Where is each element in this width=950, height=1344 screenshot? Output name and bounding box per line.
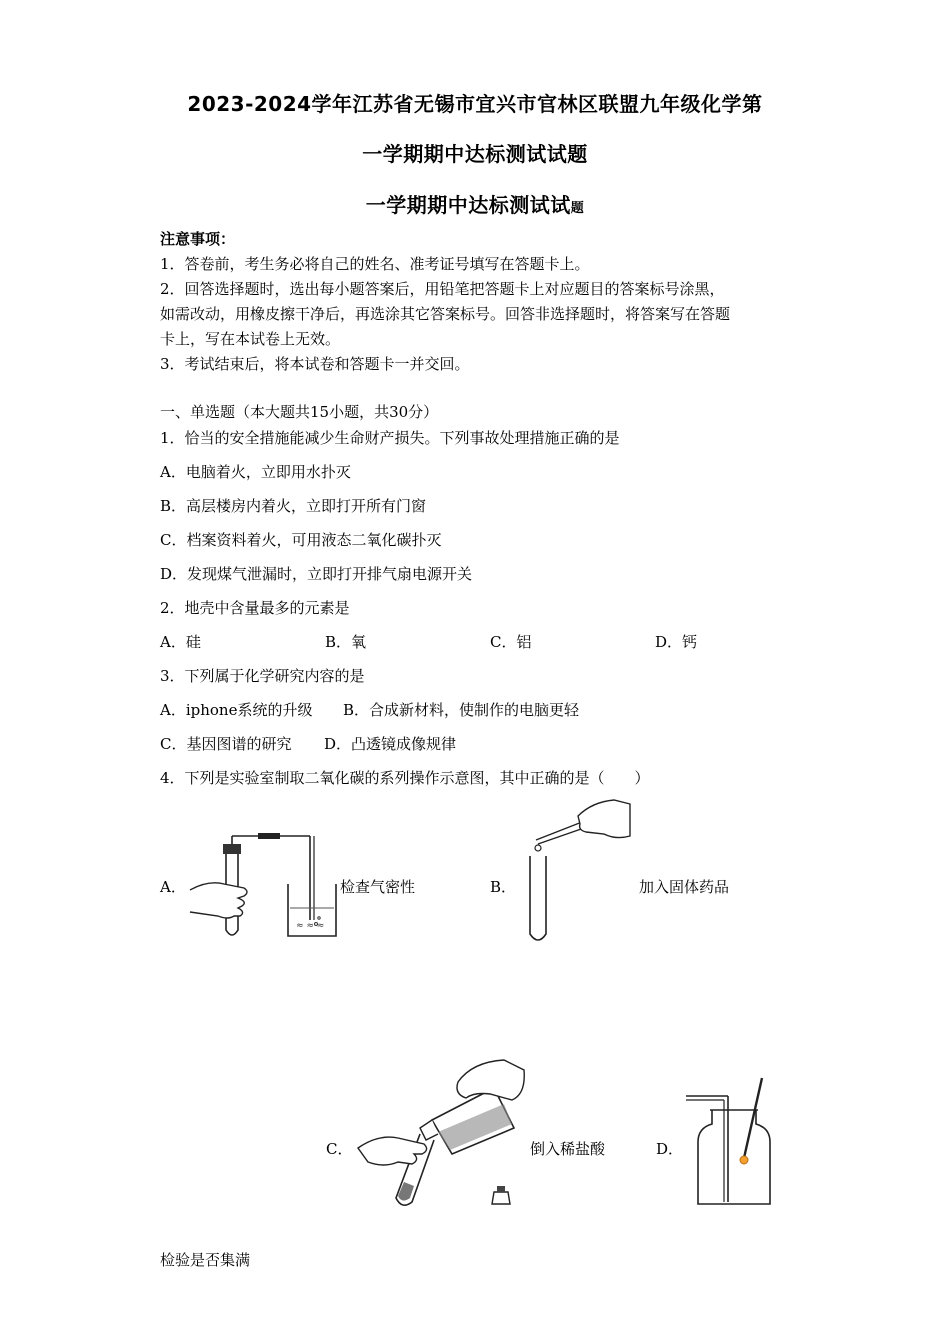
notice-item-2-line1: 2．回答选择题时，选出每小题答案后，用铅笔把答题卡上对应题目的答案标号涂黑， (160, 280, 725, 298)
add-solid-reagent-figure (522, 796, 632, 944)
question-4-option-a-letter: A． (160, 878, 186, 896)
exam-title-line3 (0, 189, 950, 218)
notice-item-2-line3: 卡上，写在本试卷上无效。 (160, 330, 341, 348)
question-4-option-b-caption: 加入固体药品 (639, 878, 730, 896)
question-4-option-c-letter: C． (326, 1140, 353, 1158)
question-2-option-d: D．钙 (655, 633, 698, 651)
svg-text:≈ ≈ ≈: ≈ ≈ ≈ (296, 921, 325, 931)
question-3-option-c: C．基因图谱的研究 (160, 735, 292, 753)
notice-item-1: 1．答卷前，考生务必将自己的姓名、准考证号填写在答题卡上。 (160, 255, 590, 273)
question-3-option-d: D．凸透镜成像规律 (324, 735, 457, 753)
exam-title-line3-main: 一学期期中达标测试试 (365, 193, 571, 217)
question-1-option-b: B．高层楼房内着火，立即打开所有门窗 (160, 497, 427, 515)
question-4-option-d-caption: 检验是否集满 (160, 1251, 251, 1269)
question-2-option-b: B．氧 (325, 633, 367, 651)
notice-item-2-line2: 如需改动，用橡皮擦干净后，再选涂其它答案标号。回答非选择题时，将答案写在答题 (160, 305, 731, 323)
question-4-option-a-caption: 检查气密性 (340, 878, 416, 896)
section-heading: 一、单选题（本大题共15小题，共30分） (160, 403, 439, 421)
notice-item-3: 3．考试结束后，将本试卷和答题卡一并交回。 (160, 355, 470, 373)
question-1-stem: 1．恰当的安全措施能减少生命财产损失。下列事故处理措施正确的是 (160, 429, 620, 447)
question-1-option-c: C．档案资料着火，可用液态二氧化碳扑灭 (160, 531, 442, 549)
notice-heading: 注意事项： (160, 230, 236, 248)
check-gas-full-figure (684, 1074, 776, 1210)
question-4-option-c-caption: 倒入稀盐酸 (530, 1140, 606, 1158)
exam-title-line3-small: 题 (570, 201, 585, 216)
exam-title-line2: 一学期期中达标测试试题 (362, 142, 588, 166)
question-2-option-a: A．硅 (160, 633, 201, 651)
question-3-option-a: A．iphone系统的升级 (160, 701, 313, 719)
exam-title-line1: 2023-2024学年江苏省无锡市宜兴市官林区联盟九年级化学第 (187, 92, 763, 116)
airtightness-check-figure (188, 828, 338, 943)
question-2-option-c: C．铝 (490, 633, 532, 651)
question-4-option-b-letter: B． (490, 878, 517, 896)
pour-dilute-acid-figure (354, 1058, 529, 1213)
question-1-option-d: D．发现煤气泄漏时，立即打开排气扇电源开关 (160, 565, 473, 583)
question-3-stem: 3．下列属于化学研究内容的是 (160, 667, 365, 685)
question-2-stem: 2．地壳中含量最多的元素是 (160, 599, 350, 617)
question-4-stem: 4．下列是实验室制取二氧化碳的系列操作示意图，其中正确的是（ ） (160, 769, 650, 787)
question-1-option-a: A．电脑着火，立即用水扑灭 (160, 463, 351, 481)
question-3-option-b: B．合成新材料，使制作的电脑更轻 (343, 701, 580, 719)
question-4-option-d-letter: D． (656, 1140, 684, 1158)
